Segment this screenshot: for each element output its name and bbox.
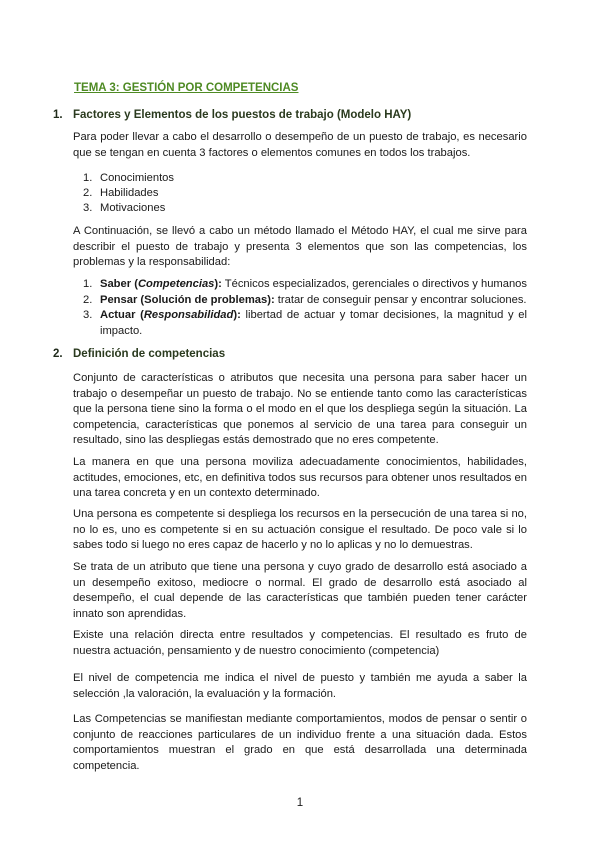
list-item: 3. Actuar (Responsabilidad): libertad de actuar y tomar decisiones, la magnitud y el impacto. <box>83 309 527 337</box>
hay-method-paragraph: A Continuación, se llevó a cabo un método llamado el Método HAY, el cual me sirve para describir el puesto de trabajo y presenta 3 elementos que son las competencias, los problemas y la responsabilidad: <box>73 225 527 269</box>
document-title: TEMA 3: GESTIÓN POR COMPETENCIAS <box>74 82 299 94</box>
section-1-heading <box>53 109 411 121</box>
paragraph: Existe una relación directa entre resultados y competencias. El resultado es fruto de nuestra actuación, pensamiento y de nuestro conocimiento (competencia) <box>73 629 527 657</box>
list-item: 2. Pensar (Solución de problemas): tratar de conseguir pensar y encontrar soluciones. <box>83 293 527 306</box>
section-2-heading <box>53 348 225 360</box>
paragraph: La manera en que una persona moviliza adecuadamente conocimientos, habilidades, actitudes, emociones, etc, en definitiva todos sus recursos para obtener unos resultados en una tarea concreta y en un contexto determinado. <box>73 456 527 500</box>
section-1-number: 1. <box>53 109 63 121</box>
section-1-intro: Para poder llevar a cabo el desarrollo o desempeño de un puesto de trabajo, es necesario que se tengan en cuenta 3 factores o elementos comunes en todos los trabajos. <box>73 131 527 159</box>
section-2-number: 2. <box>53 348 63 360</box>
paragraph: El nivel de competencia me indica el nivel de puesto y también me ayuda a saber la selección ,la valoración, la evaluación y la formación. <box>73 672 527 700</box>
list-item: 1. Saber (Competencias): Técnicos especializados, gerenciales o directivos y humanos <box>83 278 527 290</box>
section-2-title: Definición de competencias <box>73 348 226 360</box>
paragraph: Las Competencias se manifiestan mediante comportamientos, modos de pensar o sentir o conjunto de reacciones particulares de un individuo frente a una situación dada. Estos comportamientos muestran el grado en que está desarrollada una determinada competencia. <box>73 713 527 772</box>
paragraph: Se trata de un atributo que tiene una persona y cuyo grado de desarrollo está asociado a un desempeño exitoso, mediocre o normal. El grado de desarrollo está asociado al desempeño, el cual depende de las características que también pueden tener carácter innato son aprendidas. <box>73 561 527 620</box>
list-item: 3. Motivaciones <box>83 202 166 214</box>
factors-list <box>83 171 174 216</box>
section-1-title: Factores y Elementos de los puestos de trabajo (Modelo HAY) <box>73 109 412 121</box>
list-item: 1. Conocimientos <box>83 172 174 184</box>
paragraph: Una persona es competente si despliega los recursos en la persecución de una tarea si no, no lo es, uno es competente si en su actuación consigue el resultado. De poco vale si lo sabes todo si luego no eres capaz de hacerlo y no lo aplicas y no lo demuestras. <box>73 508 527 552</box>
page-number: 1 <box>296 797 304 809</box>
hay-elements-list <box>83 277 527 339</box>
paragraph: Conjunto de características o atributos que necesita una persona para saber hacer un trabajo o desempeñar un puesto de trabajo. No se entiende tanto como las características que la persona tiene sino la forma o el modo en el que los despliega según la situación. La competencia, características que ponemos al servicio de una tarea para conseguir un resultado, sino las despliegas estás demostrado que no eres competente. <box>73 372 527 447</box>
list-item: 2. Habilidades <box>83 187 159 199</box>
